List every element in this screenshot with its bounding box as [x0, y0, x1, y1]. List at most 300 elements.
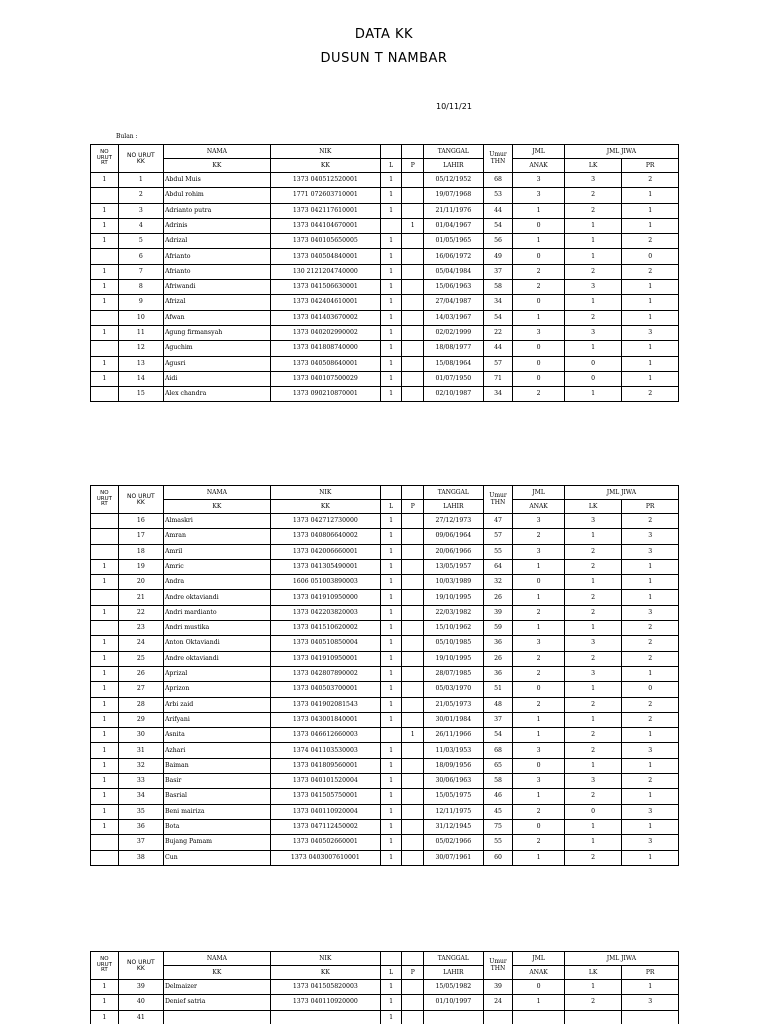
cell-tgl: 09/06/1964	[424, 529, 484, 544]
header-lahir	[424, 500, 484, 514]
cell-kk: 20	[118, 575, 163, 590]
cell-anak: 2	[513, 835, 564, 850]
header-tanggal	[424, 486, 484, 500]
table-row	[91, 636, 679, 651]
header-text: NAMA	[206, 488, 227, 496]
cell-nama: Andre oktaviandi	[163, 590, 270, 605]
cell-rt	[91, 590, 119, 605]
header-text: NIK	[319, 954, 332, 962]
cell-p	[402, 819, 424, 834]
table-row	[91, 280, 679, 295]
cell-lk: 2	[564, 743, 622, 758]
cell-lk: 0	[564, 804, 622, 819]
header-lk	[564, 500, 622, 514]
cell-lk: 1	[564, 387, 622, 402]
table-row	[91, 295, 679, 310]
header-text: KK	[320, 968, 330, 976]
cell-anak: 0	[513, 980, 564, 995]
cell-rt: 1	[91, 295, 119, 310]
header-text: NO URUT	[126, 492, 155, 500]
cell-kk: 21	[118, 590, 163, 605]
header-nama	[163, 952, 270, 966]
cell-tgl: 05/10/1985	[424, 636, 484, 651]
cell-nik: 1373 041505820003	[270, 980, 380, 995]
header-kk-nama	[163, 500, 270, 514]
cell-lk: 1	[564, 621, 622, 636]
cell-umur	[483, 1010, 513, 1024]
cell-anak: 3	[513, 173, 564, 188]
header-text: JML JIWA	[606, 147, 637, 155]
cell-p	[402, 621, 424, 636]
cell-l: 1	[380, 774, 402, 789]
cell-p	[402, 995, 424, 1010]
header-jml-jiwa	[564, 145, 678, 159]
cell-tgl: 12/11/1975	[424, 804, 484, 819]
header-no-urut-rt	[91, 952, 119, 980]
table-row	[91, 529, 679, 544]
header-kk-nama	[163, 159, 270, 173]
cell-tgl: 21/11/1976	[424, 203, 484, 218]
cell-tgl: 30/07/1961	[424, 850, 484, 865]
cell-lk: 3	[564, 325, 622, 340]
cell-rt: 1	[91, 605, 119, 620]
cell-pr: 2	[622, 621, 679, 636]
cell-umur: 57	[483, 356, 513, 371]
cell-kk: 3	[118, 203, 163, 218]
cell-nama	[163, 1010, 270, 1024]
cell-rt: 1	[91, 980, 119, 995]
header-text: P	[410, 502, 415, 510]
cell-kk: 13	[118, 356, 163, 371]
cell-lk: 0	[564, 371, 622, 386]
cell-rt: 1	[91, 1010, 119, 1024]
table-row	[91, 559, 679, 574]
cell-lk: 3	[564, 280, 622, 295]
header-lahir	[424, 159, 484, 173]
cell-lk: 3	[564, 173, 622, 188]
header-row	[91, 500, 679, 514]
cell-pr: 2	[622, 774, 679, 789]
cell-anak: 3	[513, 544, 564, 559]
cell-tgl: 11/03/1953	[424, 743, 484, 758]
cell-l: 1	[380, 203, 402, 218]
header-text: RT	[100, 501, 108, 508]
cell-p	[402, 590, 424, 605]
header-row	[91, 159, 679, 173]
cell-umur: 26	[483, 651, 513, 666]
header-text: L	[389, 968, 394, 976]
cell-nik: 1373 040508640001	[270, 356, 380, 371]
cell-kk: 41	[118, 1010, 163, 1024]
cell-l: 1	[380, 356, 402, 371]
cell-nama: Arbi zaid	[163, 697, 270, 712]
header-text: NO URUT	[126, 151, 155, 159]
header-tanggal	[424, 145, 484, 159]
cell-kk: 16	[118, 514, 163, 529]
cell-tgl: 28/07/1985	[424, 666, 484, 681]
cell-anak: 0	[513, 819, 564, 834]
cell-rt: 1	[91, 697, 119, 712]
cell-umur: 39	[483, 980, 513, 995]
page-title: DATA KK	[354, 27, 414, 42]
cell-nik: 1373 040510850004	[270, 636, 380, 651]
header-text: KK	[320, 161, 330, 169]
header-text: JML	[532, 488, 545, 496]
cell-tgl: 15/10/1962	[424, 621, 484, 636]
cell-nama: Amric	[163, 559, 270, 574]
cell-lk: 3	[564, 636, 622, 651]
cell-nama: Adrinis	[163, 218, 270, 233]
cell-nik: 1373 041506630001	[270, 280, 380, 295]
cell-p	[402, 758, 424, 773]
header-text: L	[389, 161, 394, 169]
header-text: RT	[100, 967, 108, 974]
cell-pr: 2	[622, 387, 679, 402]
cell-p: 1	[402, 728, 424, 743]
table-row	[91, 575, 679, 590]
table-row	[91, 980, 679, 995]
cell-umur: 34	[483, 387, 513, 402]
cell-umur: 47	[483, 514, 513, 529]
table-row	[91, 774, 679, 789]
cell-p	[402, 804, 424, 819]
cell-rt: 1	[91, 575, 119, 590]
header-text: P	[410, 161, 415, 169]
cell-nama: Abdul rohim	[163, 188, 270, 203]
table-row	[91, 995, 679, 1010]
header-kk-nik	[270, 966, 380, 980]
cell-lk: 2	[564, 559, 622, 574]
cell-rt	[91, 514, 119, 529]
cell-kk: 29	[118, 712, 163, 727]
cell-kk: 26	[118, 666, 163, 681]
cell-l	[380, 728, 402, 743]
cell-anak: 0	[513, 218, 564, 233]
cell-p	[402, 203, 424, 218]
cell-kk: 27	[118, 682, 163, 697]
cell-nik: 1373 040105650005	[270, 234, 380, 249]
cell-tgl: 01/04/1967	[424, 218, 484, 233]
cell-l: 1	[380, 387, 402, 402]
cell-l: 1	[380, 1010, 402, 1024]
cell-p	[402, 712, 424, 727]
cell-anak: 3	[513, 514, 564, 529]
header-text: LAHIR	[443, 161, 464, 169]
header-lk	[564, 159, 622, 173]
cell-kk: 6	[118, 249, 163, 264]
cell-umur: 34	[483, 295, 513, 310]
cell-l: 1	[380, 559, 402, 574]
cell-kk: 25	[118, 651, 163, 666]
cell-anak: 3	[513, 188, 564, 203]
document-date: 10/11/21	[436, 102, 472, 111]
cell-rt: 1	[91, 728, 119, 743]
header-text: KK	[212, 968, 222, 976]
cell-anak: 2	[513, 605, 564, 620]
cell-pr: 1	[622, 203, 679, 218]
cell-umur: 49	[483, 249, 513, 264]
cell-l	[380, 218, 402, 233]
header-nama	[163, 486, 270, 500]
cell-p	[402, 1010, 424, 1024]
header-jml	[513, 952, 564, 966]
cell-lk: 2	[564, 995, 622, 1010]
cell-kk: 10	[118, 310, 163, 325]
cell-nik: 1373 046612660003	[270, 728, 380, 743]
cell-pr: 1	[622, 371, 679, 386]
cell-lk: 2	[564, 728, 622, 743]
cell-l: 1	[380, 758, 402, 773]
header-text: URUT	[96, 495, 112, 502]
cell-nama: Aprizal	[163, 666, 270, 681]
cell-kk: 4	[118, 218, 163, 233]
header-pr	[622, 500, 679, 514]
cell-umur: 24	[483, 995, 513, 1010]
table-row	[91, 697, 679, 712]
cell-pr: 1	[622, 850, 679, 865]
cell-umur: 45	[483, 804, 513, 819]
cell-pr: 1	[622, 356, 679, 371]
cell-p	[402, 234, 424, 249]
cell-pr: 1	[622, 188, 679, 203]
cell-rt	[91, 544, 119, 559]
cell-nama: Andri mustika	[163, 621, 270, 636]
table-row	[91, 590, 679, 605]
cell-lk: 3	[564, 774, 622, 789]
cell-l: 1	[380, 544, 402, 559]
cell-nik: 1373 042117610001	[270, 203, 380, 218]
table-row	[91, 514, 679, 529]
cell-rt: 1	[91, 666, 119, 681]
cell-umur: 36	[483, 666, 513, 681]
header-text: NAMA	[206, 954, 227, 962]
table-row	[91, 819, 679, 834]
cell-p	[402, 636, 424, 651]
header-text: ANAK	[529, 502, 548, 510]
header-text: JML	[532, 147, 545, 155]
cell-anak: 3	[513, 636, 564, 651]
header-pr	[622, 159, 679, 173]
cell-nik: 1374 041103530003	[270, 743, 380, 758]
header-text: URUT	[96, 961, 112, 968]
cell-pr: 3	[622, 835, 679, 850]
table-row	[91, 682, 679, 697]
cell-l: 1	[380, 264, 402, 279]
cell-lk: 1	[564, 980, 622, 995]
cell-umur: 60	[483, 850, 513, 865]
header-no-urut-kk	[118, 952, 163, 980]
cell-nik: 1373 040502660001	[270, 835, 380, 850]
cell-tgl: 14/03/1967	[424, 310, 484, 325]
cell-anak: 0	[513, 341, 564, 356]
cell-nama: Adrianto putra	[163, 203, 270, 218]
table-row	[91, 712, 679, 727]
cell-nama: Adrizal	[163, 234, 270, 249]
cell-nik: 1373 041902081543	[270, 697, 380, 712]
cell-lk: 2	[564, 697, 622, 712]
table-row	[91, 173, 679, 188]
header-text: Umur	[489, 491, 507, 499]
cell-nama: Aidi	[163, 371, 270, 386]
cell-pr: 3	[622, 529, 679, 544]
header-jml-jiwa	[564, 486, 678, 500]
cell-pr: 1	[622, 758, 679, 773]
cell-nik: 1771 072603710001	[270, 188, 380, 203]
cell-umur: 46	[483, 789, 513, 804]
cell-anak: 3	[513, 743, 564, 758]
header-lk	[564, 966, 622, 980]
header-text: TANGGAL	[437, 954, 469, 962]
cell-kk: 24	[118, 636, 163, 651]
cell-kk: 12	[118, 341, 163, 356]
cell-tgl	[424, 1010, 484, 1024]
cell-rt: 1	[91, 995, 119, 1010]
cell-nama: Andri mardianto	[163, 605, 270, 620]
cell-nik: 1373 041510620002	[270, 621, 380, 636]
cell-nik: 1373 040110920004	[270, 804, 380, 819]
cell-tgl: 02/10/1987	[424, 387, 484, 402]
cell-tgl: 19/10/1995	[424, 651, 484, 666]
cell-l: 1	[380, 310, 402, 325]
cell-p	[402, 295, 424, 310]
cell-kk: 36	[118, 819, 163, 834]
cell-l: 1	[380, 850, 402, 865]
header-text: KK	[212, 502, 222, 510]
cell-tgl: 10/03/1989	[424, 575, 484, 590]
cell-nama: Basir	[163, 774, 270, 789]
cell-rt: 1	[91, 371, 119, 386]
cell-nama: Andre oktaviandi	[163, 651, 270, 666]
cell-nik: 1373 090210870001	[270, 387, 380, 402]
cell-p	[402, 188, 424, 203]
header-text: NAMA	[206, 147, 227, 155]
header-text: KK	[136, 964, 145, 972]
cell-rt	[91, 621, 119, 636]
header-p-top	[402, 486, 424, 500]
cell-nama: Azhari	[163, 743, 270, 758]
cell-anak: 0	[513, 575, 564, 590]
cell-umur: 44	[483, 203, 513, 218]
data-table	[90, 951, 679, 1024]
cell-nik: 1373 042807890002	[270, 666, 380, 681]
cell-nama: Baiman	[163, 758, 270, 773]
cell-lk: 1	[564, 218, 622, 233]
cell-anak: 1	[513, 234, 564, 249]
cell-pr: 1	[622, 341, 679, 356]
cell-kk: 2	[118, 188, 163, 203]
cell-kk: 1	[118, 173, 163, 188]
cell-nik: 1373 040503700001	[270, 682, 380, 697]
cell-l: 1	[380, 666, 402, 681]
cell-nama: Anton Oktaviandi	[163, 636, 270, 651]
cell-l: 1	[380, 529, 402, 544]
cell-p	[402, 559, 424, 574]
cell-anak: 1	[513, 712, 564, 727]
table-row	[91, 218, 679, 233]
cell-p	[402, 835, 424, 850]
cell-kk: 39	[118, 980, 163, 995]
cell-pr: 0	[622, 682, 679, 697]
cell-p	[402, 387, 424, 402]
cell-umur: 55	[483, 835, 513, 850]
cell-nik: 1373 040202990002	[270, 325, 380, 340]
cell-rt: 1	[91, 234, 119, 249]
cell-kk: 5	[118, 234, 163, 249]
cell-pr: 1	[622, 575, 679, 590]
table-row	[91, 743, 679, 758]
cell-p	[402, 173, 424, 188]
table-row	[91, 728, 679, 743]
cell-tgl: 05/03/1970	[424, 682, 484, 697]
cell-rt: 1	[91, 636, 119, 651]
cell-tgl: 15/08/1964	[424, 356, 484, 371]
cell-tgl: 19/07/1968	[424, 188, 484, 203]
cell-p	[402, 666, 424, 681]
table-row	[91, 605, 679, 620]
cell-anak: 2	[513, 697, 564, 712]
cell-rt: 1	[91, 559, 119, 574]
header-text: URUT	[96, 154, 112, 161]
cell-nama: Asnita	[163, 728, 270, 743]
header-p	[402, 159, 424, 173]
cell-rt	[91, 310, 119, 325]
cell-nama: Basrial	[163, 789, 270, 804]
bulan-label: Bulan :	[116, 133, 138, 140]
header-l-top	[380, 145, 402, 159]
cell-pr: 2	[622, 651, 679, 666]
cell-tgl: 30/06/1963	[424, 774, 484, 789]
cell-tgl: 05/12/1952	[424, 173, 484, 188]
cell-p	[402, 371, 424, 386]
cell-kk: 33	[118, 774, 163, 789]
cell-l: 1	[380, 605, 402, 620]
cell-p	[402, 280, 424, 295]
cell-l: 1	[380, 835, 402, 850]
cell-pr: 1	[622, 559, 679, 574]
cell-lk: 2	[564, 789, 622, 804]
table-row	[91, 544, 679, 559]
cell-umur: 56	[483, 234, 513, 249]
cell-anak: 2	[513, 264, 564, 279]
cell-pr: 3	[622, 605, 679, 620]
cell-l: 1	[380, 234, 402, 249]
cell-nama: Delmaizer	[163, 980, 270, 995]
cell-nik: 1373 044104670001	[270, 218, 380, 233]
cell-lk	[564, 1010, 622, 1024]
header-text: Umur	[489, 150, 507, 158]
cell-pr: 1	[622, 980, 679, 995]
cell-tgl: 18/09/1956	[424, 758, 484, 773]
header-text: JML JIWA	[606, 488, 637, 496]
cell-nik	[270, 1010, 380, 1024]
cell-nik: 1373 042712730000	[270, 514, 380, 529]
cell-nik: 1373 040101520004	[270, 774, 380, 789]
cell-p	[402, 575, 424, 590]
cell-p	[402, 341, 424, 356]
cell-nama: Cun	[163, 850, 270, 865]
cell-nama: Bota	[163, 819, 270, 834]
cell-kk: 9	[118, 295, 163, 310]
cell-tgl: 27/12/1973	[424, 514, 484, 529]
cell-nama: Agung firmansyah	[163, 325, 270, 340]
cell-lk: 1	[564, 712, 622, 727]
cell-l: 1	[380, 590, 402, 605]
cell-lk: 1	[564, 835, 622, 850]
header-text: LK	[588, 502, 598, 510]
header-row	[91, 952, 679, 966]
table-row	[91, 789, 679, 804]
cell-lk: 2	[564, 203, 622, 218]
